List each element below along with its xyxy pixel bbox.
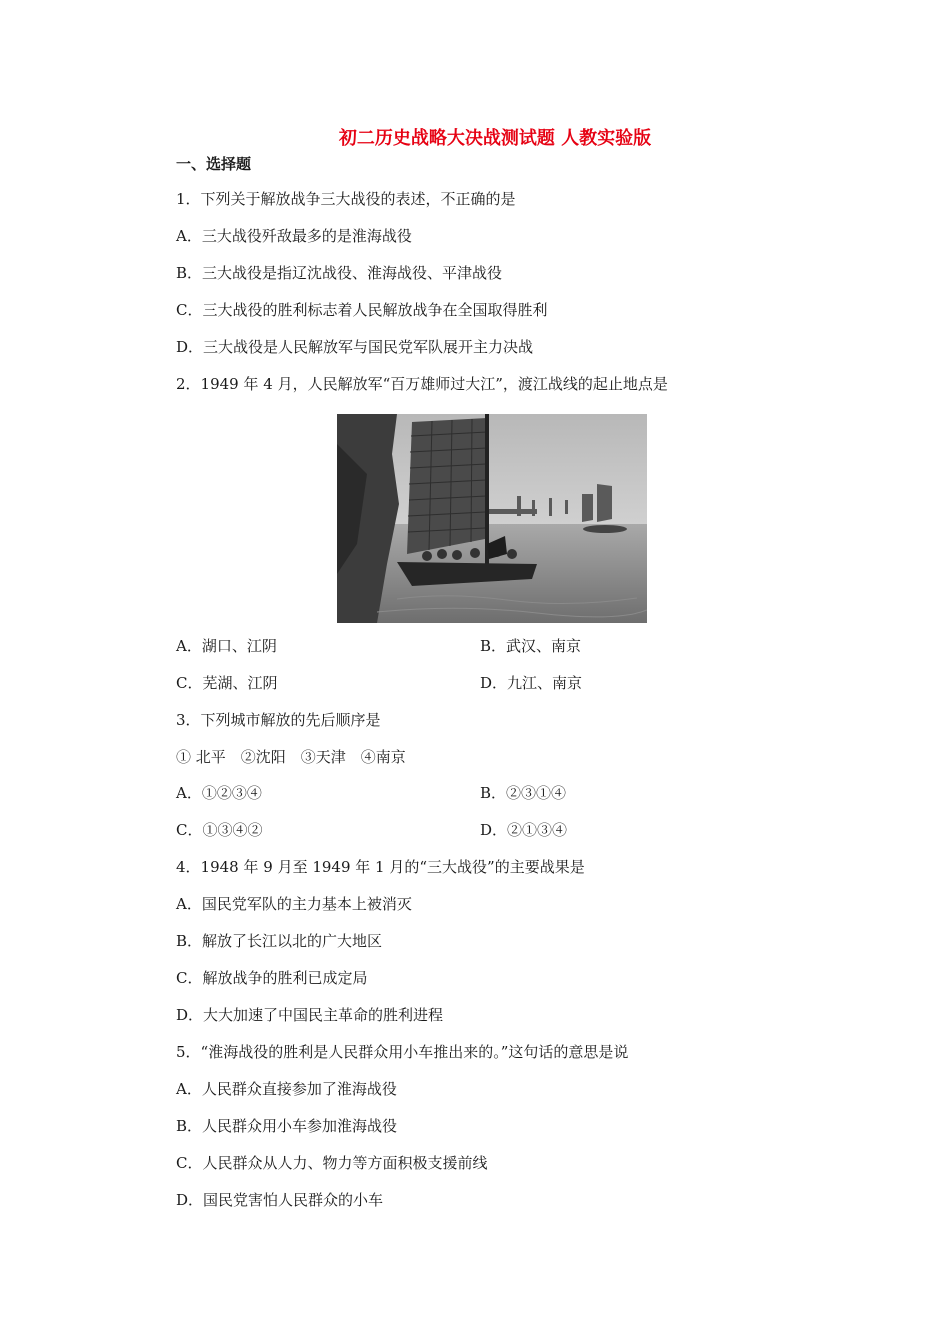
question-2-stem: 2．1949 年 4 月，人民解放军“百万雄师过大江”，渡江战线的起止地点是 bbox=[176, 375, 668, 393]
question-1-option-b: B．三大战役是指辽沈战役、淮海战役、平津战役 bbox=[176, 264, 503, 282]
question-4-option-d: D．大大加速了中国民主革命的胜利进程 bbox=[176, 1006, 444, 1024]
question-4-option-b: B．解放了长江以北的广大地区 bbox=[176, 932, 383, 950]
question-2-option-b: B．武汉、南京 bbox=[480, 637, 582, 655]
river-crossing-photo bbox=[337, 414, 647, 623]
document-title: 初二历史战略大决战测试题 人教实验版 bbox=[338, 128, 652, 149]
question-3-option-c: C．①③④② bbox=[176, 821, 263, 839]
question-4-option-a: A．国民党军队的主力基本上被消灭 bbox=[176, 895, 412, 913]
question-2-option-a: A．湖口、江阴 bbox=[176, 637, 277, 655]
question-1-stem: 1．下列关于解放战争三大战役的表述，不正确的是 bbox=[176, 190, 516, 208]
question-5-option-a: A．人民群众直接参加了淮海战役 bbox=[176, 1080, 397, 1098]
question-3-option-d: D．②①③④ bbox=[480, 821, 568, 839]
question-1-option-c: C．三大战役的胜利标志着人民解放战争在全国取得胜利 bbox=[176, 301, 548, 319]
question-2-option-d: D．九江、南京 bbox=[480, 674, 583, 692]
question-5-option-d: D．国民党害怕人民群众的小车 bbox=[176, 1191, 384, 1209]
question-5-option-b: B．人民群众用小车参加淮海战役 bbox=[176, 1117, 398, 1135]
question-2-option-c: C．芜湖、江阴 bbox=[176, 674, 278, 692]
junk-boats-illustration bbox=[337, 414, 647, 623]
question-1-option-a: A．三大战役歼敌最多的是淮海战役 bbox=[176, 227, 412, 245]
section-heading: 一、选择题 bbox=[176, 155, 252, 173]
question-4-stem: 4．1948 年 9 月至 1949 年 1 月的“三大战役”的主要战果是 bbox=[176, 858, 585, 876]
question-3-cities: ① 北平 ②沈阳 ③天津 ④南京 bbox=[176, 748, 406, 766]
question-4-option-c: C．解放战争的胜利已成定局 bbox=[176, 969, 368, 987]
question-1-option-d: D．三大战役是人民解放军与国民党军队展开主力决战 bbox=[176, 338, 534, 356]
question-5-stem: 5．“淮海战役的胜利是人民群众用小车推出来的。”这句话的意思是说 bbox=[176, 1043, 629, 1061]
question-5-option-c: C．人民群众从人力、物力等方面积极支援前线 bbox=[176, 1154, 488, 1172]
question-3-option-b: B．②③①④ bbox=[480, 784, 567, 802]
question-3-option-a: A．①②③④ bbox=[176, 784, 262, 802]
question-3-stem: 3．下列城市解放的先后顺序是 bbox=[176, 711, 381, 729]
